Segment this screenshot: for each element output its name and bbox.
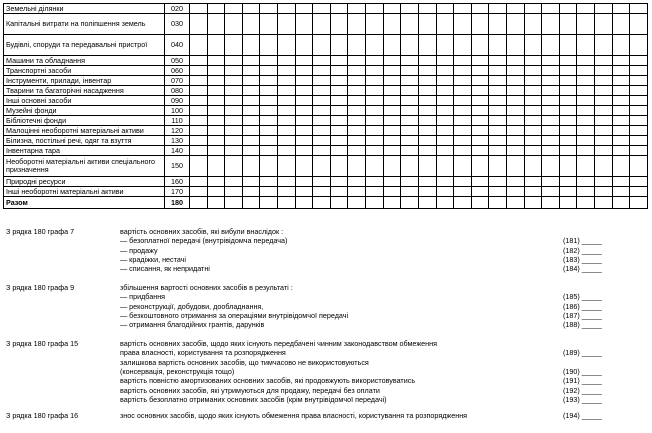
row-label: Малоцінні необоротні матеріальні активи [4, 126, 165, 136]
note-code: (190) _____ [563, 366, 602, 376]
row-code: 090 [165, 96, 190, 106]
note-text: — списання, як непридатні [120, 264, 210, 274]
note-text: вартість основних засобів, щодо яких існують передбачені чинним законодавством обмеження [120, 339, 437, 348]
row-code: 130 [165, 136, 190, 146]
note-code: (192) _____ [563, 385, 602, 395]
note-code: (186) _____ [563, 301, 602, 311]
row-code: 150 [165, 156, 190, 177]
note-label: З рядка 180 графа 7 [6, 227, 75, 236]
row-code: 120 [165, 126, 190, 136]
row-code: 170 [165, 187, 190, 197]
note-code: (182) _____ [563, 245, 602, 255]
row-code: 030 [165, 14, 190, 35]
note-code: (189) _____ [563, 348, 602, 358]
row-label: Будівлі, споруди та передавальні пристрої [4, 35, 165, 56]
row-code: 110 [165, 116, 190, 126]
row-label: Необоротні матеріальні активи спеціального призначення [4, 156, 165, 177]
row-code: 100 [165, 106, 190, 116]
row-label: Інші основні засоби [4, 96, 165, 106]
row-code: 070 [165, 76, 190, 86]
row-label: Машини та обладнання [4, 56, 165, 66]
row-code: 140 [165, 146, 190, 156]
row-label: Інвентарна тара [4, 146, 165, 156]
note-text: — безоплатної передачі (внутрівідомча передача) [120, 236, 288, 246]
row-label: Інструменти, прилади, інвентар [4, 76, 165, 86]
row-label: Капітальні витрати на поліпшення земель [4, 14, 165, 35]
row-code: 020 [165, 4, 190, 14]
note-code: (184) _____ [563, 264, 602, 274]
note-text: — отримання благодійних грантів, дарунків [120, 320, 265, 330]
note-text: — реконструкції, добудови, дообладнання, [120, 301, 264, 311]
note-text: знос основних засобів, щодо яких існують обмеження права власності, користування та розпорядження [120, 411, 468, 420]
row-label: Природні ресурси [4, 177, 165, 187]
row-code: 040 [165, 35, 190, 56]
row-code: 060 [165, 66, 190, 76]
note-code: (191) _____ [563, 376, 602, 386]
row-code: 160 [165, 177, 190, 187]
note-text: — крадіжки, нестачі [120, 254, 187, 264]
row-code: 050 [165, 56, 190, 66]
row-code: 080 [165, 86, 190, 96]
note-code: (194) _____ [563, 411, 602, 420]
note-text: вартість основних засобів, які утримуються для продажу, передачі без оплати [120, 385, 380, 395]
row-label: Бібліотечні фонди [4, 116, 165, 126]
note-label: З рядка 180 графа 15 [6, 339, 79, 348]
note-text: — продажу [120, 245, 158, 255]
note-text: залишкова вартість основних засобів, що тимчасово не використовуються [120, 357, 369, 367]
note-code: (187) _____ [563, 310, 602, 320]
note-code: (181) _____ [563, 236, 602, 246]
row-label: Разом [4, 197, 165, 209]
note-text: (консервація, реконструкція тощо) [120, 366, 235, 376]
row-label: Музейні фонди [4, 106, 165, 116]
note-label: З рядка 180 графа 9 [6, 283, 75, 292]
row-label: Транспортні засоби [4, 66, 165, 76]
note-code: (193) _____ [563, 394, 602, 404]
note-code: (185) _____ [563, 292, 602, 302]
row-label: Інші необоротні матеріальні активи [4, 187, 165, 197]
note-text: — безкоштовного отримання за операціями внутрівідомчої передачі [120, 310, 349, 320]
note-text: вартість безоплатно отриманих основних засобів (крім внутрівідомчої передачі) [120, 394, 387, 404]
row-code: 180 [165, 197, 190, 209]
note-text: вартість основних засобів, які вибули внаслідок : [120, 227, 284, 236]
note-code: (188) _____ [563, 320, 602, 330]
note-code: (183) _____ [563, 254, 602, 264]
row-label: Земельні ділянки [4, 4, 165, 14]
note-text: — придбання [120, 292, 166, 302]
note-text: збільшення вартості основних засобів в результаті : [120, 283, 293, 292]
row-label: Білизна, постільні речі, одяг та взуття [4, 136, 165, 146]
note-text: права власності, користування та розпорядження [120, 348, 286, 358]
row-label: Тварини та багаторічні насадження [4, 86, 165, 96]
note-text: вартість повністю амортизованих основних засобів, які продовжують використовуватись [120, 376, 416, 386]
note-label: З рядка 180 графа 16 [6, 411, 79, 420]
